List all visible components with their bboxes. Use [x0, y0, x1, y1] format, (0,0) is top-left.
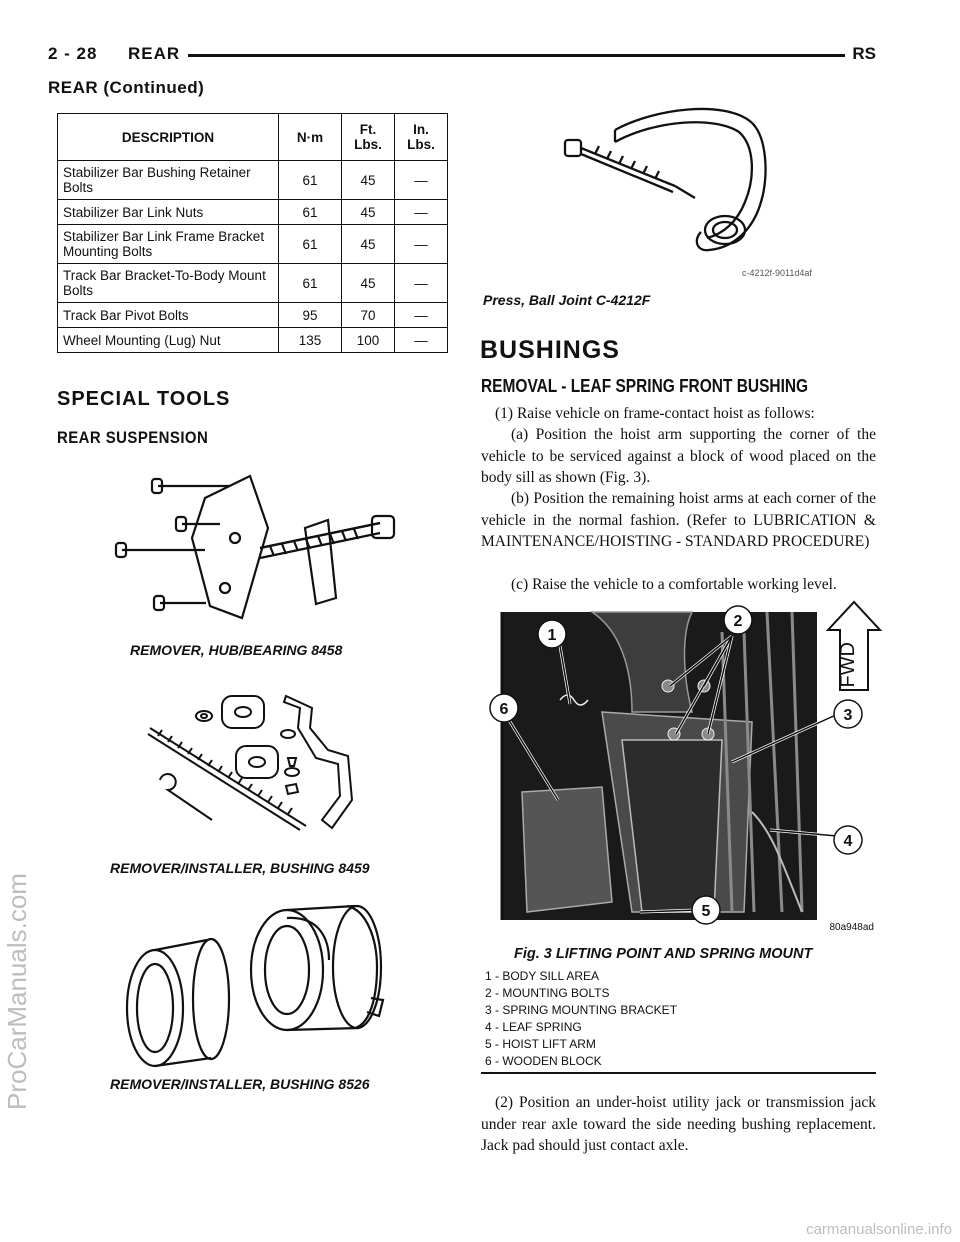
callout-4: 4 — [843, 833, 853, 850]
continued-heading: REAR (Continued) — [48, 78, 205, 97]
legend-item: 2 - MOUNTING BOLTS — [485, 986, 610, 1000]
cell-nm: 135 — [279, 328, 342, 353]
table-header-row — [58, 114, 448, 161]
callout-6: 6 — [499, 701, 509, 718]
table-row — [58, 225, 448, 264]
figure-legend — [485, 968, 677, 1070]
legend-item: 3 - SPRING MOUNTING BRACKET — [485, 1003, 678, 1017]
cell-in-lbs: — — [395, 303, 448, 328]
page-number: 2 - 28 — [48, 44, 98, 63]
step-1a: (a) Position the hoist arm supporting the corner of the vehicle to be serviced against a block of wood placed on the body sill as shown (Fig. 3). — [481, 426, 876, 486]
fwd-label: FWD — [837, 642, 859, 688]
cell-nm: 95 — [279, 303, 342, 328]
hub-bearing-remover-illustration — [110, 468, 410, 628]
torque-spec-table — [57, 113, 448, 353]
cell-description: Stabilizer Bar Link Nuts — [58, 200, 279, 225]
step-1c: (c) Raise the vehicle to a comfortable working level. — [511, 576, 837, 593]
cell-ft-lbs: 70 — [342, 303, 395, 328]
legend-item: 4 - LEAF SPRING — [485, 1020, 582, 1034]
cell-description: Track Bar Pivot Bolts — [58, 303, 279, 328]
figure-3-caption: Fig. 3 LIFTING POINT AND SPRING MOUNT — [514, 946, 813, 962]
special-tools-heading: SPECIAL TOOLS — [57, 388, 231, 410]
table-row — [58, 264, 448, 303]
tool-8458-caption: REMOVER, HUB/BEARING 8458 — [130, 642, 343, 658]
cell-ft-lbs: 45 — [342, 225, 395, 264]
cell-in-lbs: — — [395, 200, 448, 225]
cell-description: Stabilizer Bar Bushing Retainer Bolts — [58, 161, 279, 200]
legend-item: 6 - WOODEN BLOCK — [485, 1054, 602, 1068]
col-ft-lbs: Ft. Lbs. — [342, 114, 395, 161]
callout-1: 1 — [547, 627, 557, 644]
table-row — [58, 200, 448, 225]
press-caption: Press, Ball Joint C-4212F — [483, 292, 651, 308]
tool-8459-caption: REMOVER/INSTALLER, BUSHING 8459 — [110, 860, 370, 876]
cell-ft-lbs: 45 — [342, 264, 395, 303]
bushing-remover-installer-8459-illustration — [140, 688, 380, 838]
press-illustration-code: c-4212f-9011d4af — [742, 268, 812, 278]
cell-in-lbs: — — [395, 328, 448, 353]
bushings-heading: BUSHINGS — [480, 336, 620, 364]
ball-joint-press-illustration — [555, 90, 785, 270]
table-row — [58, 303, 448, 328]
model-code: RS — [852, 44, 876, 63]
legend-rule — [481, 1072, 876, 1074]
bottom-watermark: carmanualsonline.info — [806, 1221, 952, 1238]
cell-in-lbs: — — [395, 264, 448, 303]
cell-nm: 61 — [279, 200, 342, 225]
cell-nm: 61 — [279, 264, 342, 303]
cell-nm: 61 — [279, 161, 342, 200]
cell-ft-lbs: 45 — [342, 161, 395, 200]
rear-suspension-heading: REAR SUSPENSION — [57, 428, 209, 447]
legend-item: 5 - HOIST LIFT ARM — [485, 1037, 596, 1051]
header-rule — [188, 54, 845, 57]
lifting-point-photo — [482, 612, 876, 934]
bushing-remover-installer-8526-illustration — [115, 900, 405, 1075]
cell-in-lbs: — — [395, 161, 448, 200]
callout-5: 5 — [701, 903, 711, 920]
side-watermark: ProCarManuals.com — [2, 873, 32, 1110]
cell-description: Stabilizer Bar Link Frame Bracket Mounting Bolts — [58, 225, 279, 264]
cell-description: Wheel Mounting (Lug) Nut — [58, 328, 279, 353]
col-in-lbs: In. Lbs. — [395, 114, 448, 161]
cell-in-lbs: — — [395, 225, 448, 264]
callout-3: 3 — [843, 707, 853, 724]
legend-item: 1 - BODY SILL AREA — [485, 969, 600, 983]
cell-ft-lbs: 100 — [342, 328, 395, 353]
col-description: DESCRIPTION — [58, 114, 279, 161]
bushing-removal-heading: REMOVAL - LEAF SPRING FRONT BUSHING — [481, 376, 809, 396]
col-nm: N·m — [279, 114, 342, 161]
section-title: REAR — [128, 44, 181, 63]
tool-8526-caption: REMOVER/INSTALLER, BUSHING 8526 — [110, 1076, 370, 1092]
table-row — [58, 161, 448, 200]
table-row — [58, 328, 448, 353]
step-1: (1) Raise vehicle on frame-contact hoist as follows: — [495, 405, 815, 422]
cell-nm: 61 — [279, 225, 342, 264]
figure-code: 80a948ad — [829, 922, 874, 933]
callout-2: 2 — [733, 613, 743, 630]
cell-description: Track Bar Bracket-To-Body Mount Bolts — [58, 264, 279, 303]
cell-ft-lbs: 45 — [342, 200, 395, 225]
step-2: (2) Position an under-hoist utility jack or transmission jack under rear axle toward the side needing bushing replacement. Jack pad should just contact axle. — [481, 1094, 876, 1154]
step-1b: (b) Position the remaining hoist arms at each corner of the vehicle in the normal fashion. (Refer to LUBRICATION & MAINTENANCE/HOISTING - STANDARD PROCEDURE) — [481, 490, 876, 550]
